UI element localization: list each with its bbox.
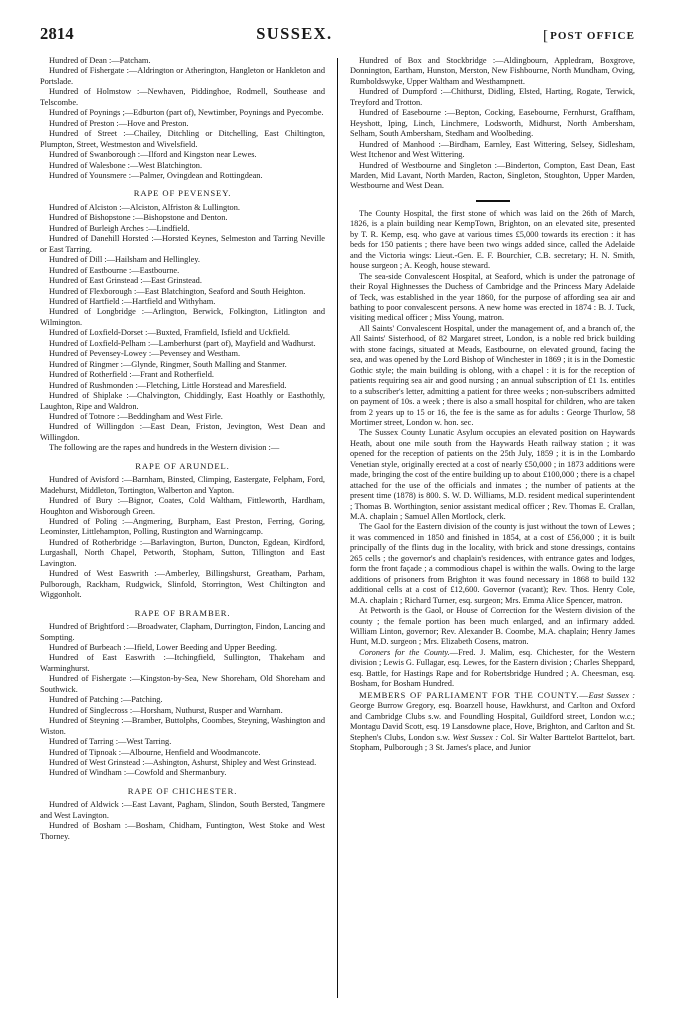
hundred-entry: Hundred of Holmstow :—Newhaven, Piddinghoe, Rodmell, Southease and Telscombe. (40, 87, 325, 107)
hundred-entry: Hundred of Fishergate :—Aldrington or Atherington, Hangleton or Hankleton and Portslade. (40, 66, 325, 86)
hundred-entry: Hundred of Poynings ;—Edburton (part of), Newtimber, Poynings and Pyecombe. (49, 108, 324, 118)
hundred-entry: Hundred of Rotherbridge :—Barlavington, Burton, Duncton, Egdean, Kirdford, Lurgashall, North Chapel, Petworth, Stopham, Sutton, Tillington and East Lavington. (40, 537, 325, 568)
hundred-entry: Hundred of Bosham :—Bosham, Chidham, Funtington, West Stoke and West Thorney. (40, 821, 325, 841)
petworth-gaol-paragraph: At Petworth is the Gaol, or House of Correction for the Western division of the county ; the female portion has been much enlarged, and an infirmary added. William Linton, governor; Rev. Alexander B. Coombe, M.A. chaplain; Henry James Hunt, M.D. surgeon ; Mrs. Elizabeth Cosens, matron. (350, 606, 635, 647)
members-of-parliament-paragraph (350, 690, 635, 754)
hundred-entry: Hundred of Preston :—Hove and Preston. (49, 118, 189, 128)
hundred-entry: Hundred of Younsmere :—Palmer, Ovingdean and Rottingdean. (49, 170, 263, 180)
western-division-note: The following are the rapes and hundreds in the Western division :— (49, 443, 280, 453)
section-heading-rape-of-arundel: RAPE OF ARUNDEL. (135, 460, 230, 471)
mps-west-label: West Sussex : (452, 732, 499, 742)
hundred-entry: Hundred of Bury :—Bignor, Coates, Cold Waltham, Fittleworth, Hardham, Houghton and Wisborough Green. (40, 496, 325, 516)
publication-name: POST OFFICE (550, 30, 635, 42)
hundred-entry: Hundred of East Grinstead :—East Grinstead. (49, 276, 202, 286)
convalescent-hospital-paragraph: The sea-side Convalescent Hospital, at Seaford, which is under the patronage of their Royal Highnesses the Duchess of Cambridge and the Princess Mary Adelaide of Teck, was established in the year 1860, for the purpose of affording sea air and bathing to poor convalescent persons. A new home was erected in 1874 : B. J. Tuck, visiting medical officer ; Miss Young, matron. (350, 271, 635, 323)
hundred-entry: Hundred of Willingdon :—East Dean, Friston, Jevington, West Dean and Willingdon. (40, 422, 325, 442)
hundred-entry: Hundred of West Grinstead :—Ashington, Ashurst, Shipley and West Grinstead. (49, 758, 317, 767)
coroners-label: Coroners for the County. (359, 647, 450, 657)
body-columns (40, 56, 635, 1016)
hundred-entry: Hundred of Steyning :—Bramber, Buttolphs, Coombes, Steyning, Washington and Wiston. (40, 716, 325, 736)
mps-label: MEMBERS OF PARLIAMENT FOR THE COUNTY.— (359, 689, 589, 700)
hundred-entry: Hundred of Bishopstone :—Bishopstone and Denton. (49, 213, 228, 223)
hundred-entry: Hundred of Pevensey-Lowey :—Pevensey and Westham. (49, 349, 241, 359)
hundred-entry: Hundred of Aldwick :—East Lavant, Pagham, Slindon, South Bersted, Tangmere and West Lavington. (40, 800, 325, 820)
coroners-paragraph (350, 648, 635, 690)
hundred-entry: Hundred of Burleigh Arches :—Lindfield. (49, 223, 190, 233)
hundred-entry: Hundred of Burbeach :—Ifield, Lower Beeding and Upper Beeding. (49, 643, 277, 653)
hundred-entry: Hundred of Windham :—Cowfold and Shermanbury. (49, 768, 227, 778)
publication-label (543, 28, 635, 45)
column-divider (325, 56, 350, 1016)
left-column (40, 56, 325, 842)
divider-rule (337, 58, 338, 998)
hundred-entry: Hundred of Loxfield-Dorset :—Buxted, Framfield, Isfield and Uckfield. (49, 328, 290, 338)
hundred-entry: Hundred of Poling :—Angmering, Burpham, East Preston, Ferring, Goring, Leominster, Littlehampton, Polling, Rustington and Warningcamp. (40, 517, 325, 537)
hundred-entry: Hundred of Manhood :—Birdham, Earnley, East Wittering, Selsey, Sidlesham, West Itchenor and West Wittering. (350, 139, 635, 160)
hundred-entry: Hundred of Hartfield :—Hartfield and Withyham. (49, 296, 216, 306)
bracket-glyph: [ (542, 28, 550, 44)
hundred-entry: Hundred of Dumpford :—Chithurst, Didling, Elsted, Harting, Rogate, Terwick, Treyford and Trotton. (350, 87, 635, 107)
section-heading-rape-of-pevensey: RAPE OF PEVENSEY. (133, 188, 232, 199)
page-number: 2814 (40, 24, 74, 43)
right-column (350, 56, 635, 753)
all-saints-hospital-paragraph: All Saints' Convalescent Hospital, under the management of, and a branch of, the All Saints' Sisterhood, of 82 Margaret street, London, is a noble red brick building with stone facings, situated at Meads, Eastbourne, on elevated ground, facing the sea, and was opened by the Lord Bishop of Winchester in 1869 ; it is in the Domestic Gothic style; the main building is oblong, with a chapel : it is for the reception of patients requiring sea air and good nursing ; an annual subscription of £1 1s. entitles to a subscriber's letter, admitting a patient for three weeks ; non-subscribers admitted on payment of 10s. a week ; there is also a small hospital for children, who are taken from 2 years up to 15 or 16, the fee is the same as for adults : George Thurlow, 58 Mortimer street, London w. hon. sec. (350, 323, 635, 427)
hundred-entry: Hundred of Street :—Chailey, Ditchling or Ditchelling, East Chiltington, Plumpton, Street, Westmeston and Wivelsfield. (40, 129, 325, 149)
horizontal-rule-ornament (476, 200, 510, 202)
hundred-entry: Hundred of Tarring :—West Tarring. (49, 737, 172, 747)
hundred-entry: Hundred of West Easwrith :—Amberley, Billingshurst, Greatham, Parham, Pulborough, Rackham, Rudgwick, Slinfold, Storrington, West Chiltington and Wiggonholt. (40, 569, 325, 600)
hundred-entry: Hundred of East Easwrith :—Itchingfield, Sullington, Thakeham and Warminghurst. (40, 653, 325, 673)
mps-west-text: Col. Sir Walter Barttelot Barttelot, bart. Stopham, Pulborough ; 3 St. James's place, and Junior (350, 732, 635, 752)
hundred-entry: Hundred of Westbourne and Singleton :—Binderton, Compton, East Dean, East Marden, Mid Lavant, North Marden, Racton, Singleton, Stoughton, Upper Marden, Westbourne and West Dean. (350, 160, 635, 191)
hundred-entry: Hundred of Loxfield-Pelham :—Lamberhurst (part of), Mayfield and Wadhurst. (49, 338, 316, 348)
coroners-text: —Fred. J. Malim, esq. Chichester, for the Western division ; Lewis G. Fullagar, esq. Lewes, for the Eastern division ; Charles Sheppard, esq. Battle, for Hastings Rape and for Robertsbridge Hundred ; A. Cheesman, esq. Bosham, for Bosham Hundred. (350, 647, 635, 689)
section-heading-rape-of-bramber: RAPE OF BRAMBER. (134, 607, 231, 618)
hundred-entry: Hundred of Dean :—Patcham. (49, 56, 151, 65)
section-heading-rape-of-chichester: RAPE OF CHICHESTER. (127, 785, 238, 796)
hundred-entry: Hundred of Longbridge :—Arlington, Berwick, Folkington, Litlington and Wilmington. (40, 307, 325, 327)
county-hospital-paragraph: The County Hospital, the first stone of which was laid on the 26th of March, 1826, is a plain building near KempTown, Brighton, on an elevated site, presented by T. R. Kemp, esq. who gave at various times £5,000 towards its erection : it has beds for 150 patients ; there have been two wings added since, called the Adelaide and the Victoria wings: Lieut.-Gen. E. F. Bourchier, C.B. secretary; H. N. Smith, house surgeon ; A. Keogh, house steward. (350, 208, 635, 271)
lunatic-asylum-paragraph: The Sussex County Lunatic Asylum occupies an elevated position on Haywards Heath, about one mile south from the Haywards Heath railway station ; it was opened for the reception of patients on the 25th July, 1859 ; it is in the Lombardo Venetian style, originally erected at a cost of nearly £50,000 ; in 1873 additions were made, bringing the cost of the entire building up to about £100,000 ; there is a chapel attached for the use of the officials and inmates ; the number of patients at the present time (1878) is 800. S. W. D. Williams, M.D. resident medical superintendent ; Thomas B. Worthington, senior assistant medical officer ; Rev. Thomas E. Crallan, M.A. chaplain ; Samuel Allen Mortlock, clerk. (350, 428, 635, 522)
mps-east-text: George Burrow Gregory, esq. Boarzell house, Hawkhurst, and Carlton and Oxford and Cambridge Clubs s.w. and Foundling Hospital, Guildford street, London w.c.; Montagu David Scott, esq. 19 Lansdowne place, Hove, Brighton, and Carlton and St. Stephen's Clubs, London s.w. (350, 701, 635, 742)
section-break (350, 200, 635, 202)
hundred-entry: Hundred of Patching :—Patching. (49, 695, 163, 705)
hundred-entry: Hundred of Eastbourne :—Eastbourne. (49, 265, 180, 275)
hundred-entry: Hundred of Dill :—Hailsham and Hellingley. (49, 255, 201, 265)
hundred-entry: Hundred of Totnore :—Beddingham and West Firle. (49, 411, 223, 421)
lewes-gaol-paragraph: The Gaol for the Eastern division of the county is just without the town of Lewes ; it was commenced in 1850 and finished in 1854, at a cost of £56,000 ; it is built principally of the flints dug in the locality, with brick and stone dressings, contains 265 cells ; the governor's and chaplain's residences, with entrance gates and lodges, form the front façade ; a commodious chapel is within the walls. Owing to the large additions of prisoners from Brighton it was found necessary in 1868 to build 132 additional cells at a cost of £12,600. Governor (vacant); Rev. Thos. Henry Cole, M.A. chaplain ; Richard Turner, esq. surgeon; Mrs. Emma Alice Spencer, matron. (350, 522, 635, 605)
hundred-entry: Hundred of Avisford :—Barnham, Binsted, Climping, Eastergate, Felpham, Ford, Madehurst, Middleton, Tortington, Walberton and Yapton. (40, 475, 325, 495)
hundred-entry: Hundred of Danehill Horsted :—Horsted Keynes, Selmeston and Tarring Neville or East Tarring. (40, 234, 325, 254)
hundred-entry: Hundred of Rushmonden :—Fletching, Little Horstead and Maresfield. (49, 380, 287, 390)
hundred-entry: Hundred of Easebourne :—Bepton, Cocking, Easebourne, Fernhurst, Graffham, Heyshott, Iping, Linch, Linchmere, Lodsworth, Midhurst, North Ambersham, Selham, South Ambersham, Stedham and Woolbeding. (350, 108, 635, 139)
hundred-entry: Hundred of Walesbone :—West Blatchington. (49, 160, 203, 170)
hundred-entry: Hundred of Shiplake :—Chalvington, Chiddingly, East Hoathly or Easthothly, Laughton, Ripe and Waldron. (40, 391, 325, 411)
mps-east-label: East Sussex : (588, 690, 635, 700)
hundred-entry: Hundred of Box and Stockbridge :—Aldingbourn, Appledram, Boxgrove, Donnington, Eartham, Hunston, Merston, New Fishbourne, North Mundham, Oving, Rumboldswyke, Upper Waltham and Westhampnett. (350, 56, 635, 86)
hundred-entry: Hundred of Brightford :—Broadwater, Clapham, Durrington, Findon, Lancing and Sompting. (40, 622, 325, 642)
hundred-entry: Hundred of Fishergate :—Kingston-by-Sea, New Shoreham, Old Shoreham and Southwick. (40, 674, 325, 694)
hundred-entry: Hundred of Alciston :—Alciston, Alfriston & Lullington. (49, 202, 240, 212)
page-title: SUSSEX. (256, 24, 333, 43)
hundred-entry: Hundred of Tipnoak :—Albourne, Henfield and Woodmancote. (49, 747, 261, 757)
hundred-entry: Hundred of Flexborough :—East Blatchington, Seaford and South Heighton. (49, 286, 306, 296)
hundred-entry: Hundred of Ringmer :—Glynde, Ringmer, South Malling and Stanmer. (49, 359, 287, 369)
hundred-entry: Hundred of Swanborough :—Ilford and Kingston near Lewes. (49, 150, 257, 160)
running-head (40, 24, 635, 50)
hundred-entry: Hundred of Singlecross :—Horsham, Nuthurst, Rusper and Warnham. (49, 705, 283, 715)
hundred-entry: Hundred of Rotherfield :—Frant and Rotherfield. (49, 370, 214, 380)
